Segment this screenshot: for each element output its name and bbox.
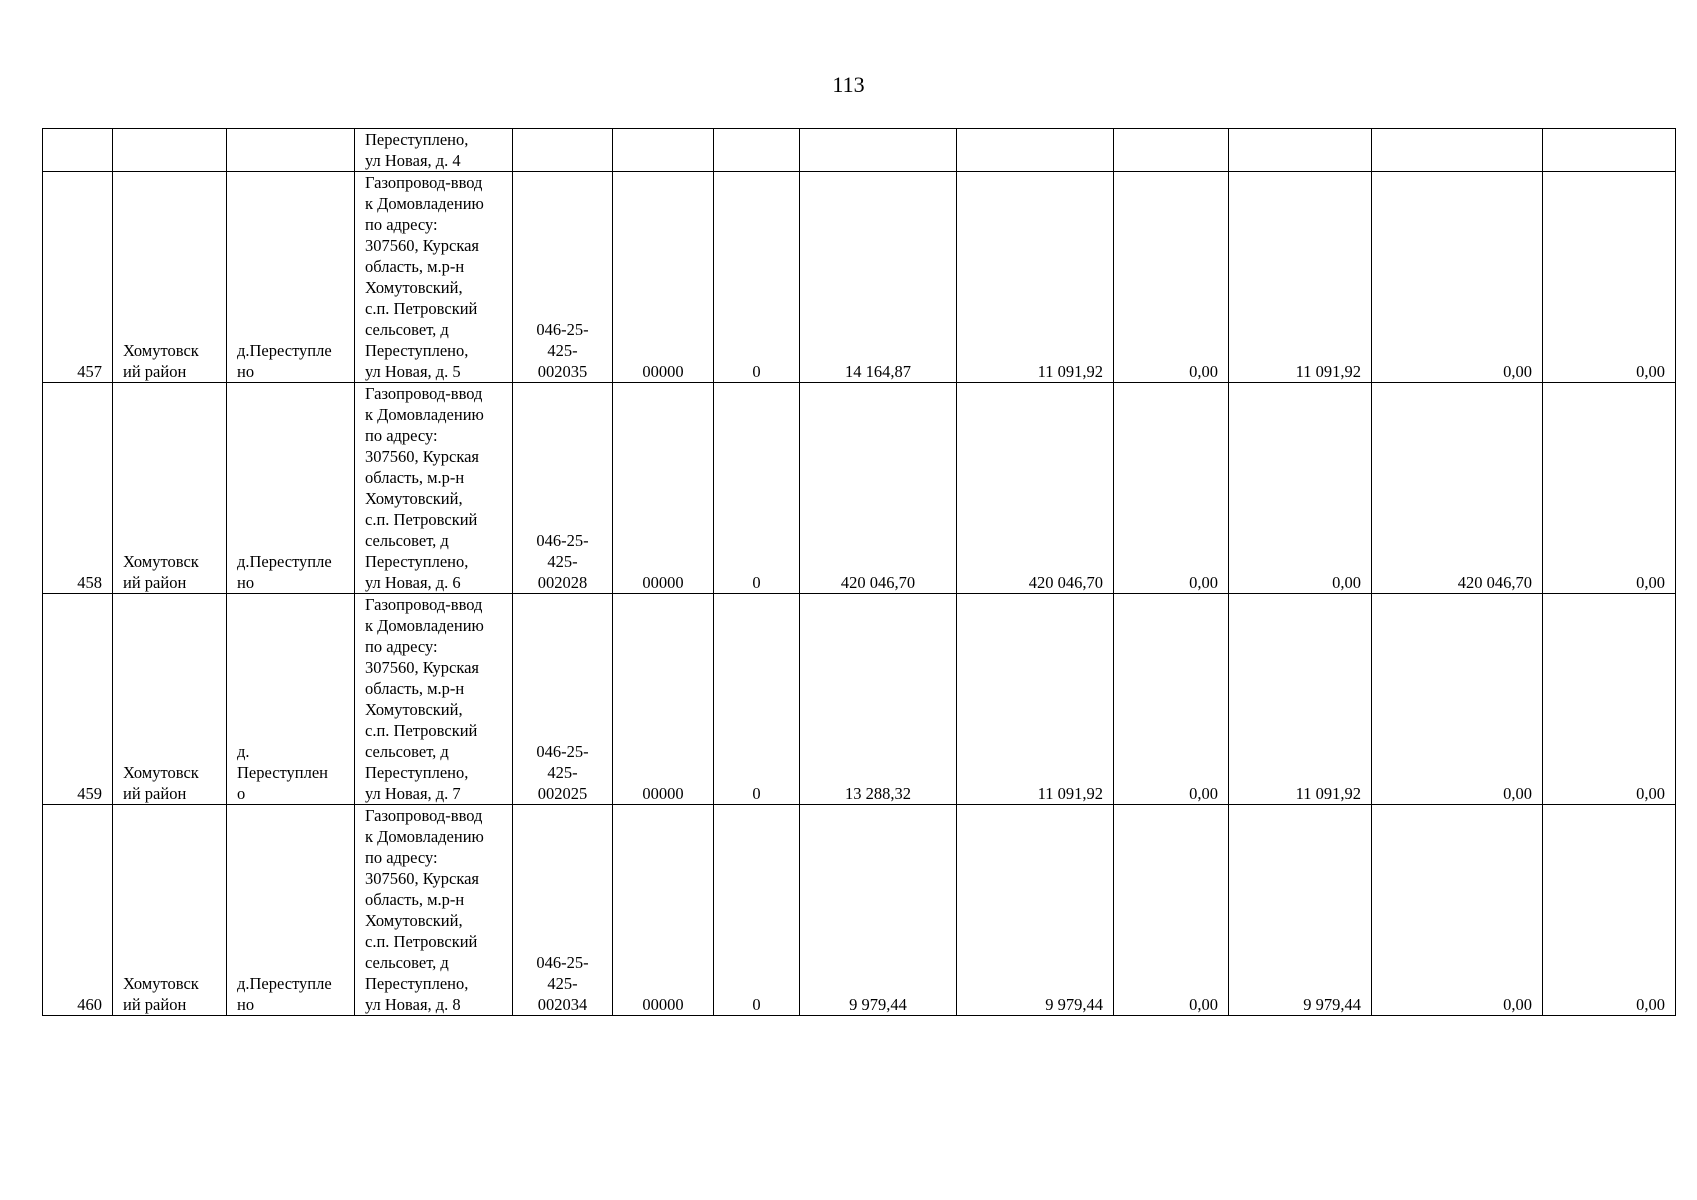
cell-amount-2: 11 091,92 <box>957 594 1114 805</box>
cell-district: Хомутовск ий район <box>113 805 227 1016</box>
table-row <box>43 172 1676 383</box>
cell-cadastre: 046-25- 425- 002035 <box>513 172 613 383</box>
cell-amount-5: 0,00 <box>1372 805 1543 1016</box>
cell-amount-1: 420 046,70 <box>800 383 957 594</box>
cell-district: Хомутовск ий район <box>113 594 227 805</box>
cell-address: Газопровод-ввод к Домовладению по адресу: 307560, Курская область, м.р-н Хомутовский, с.п. Петровский сельсовет, д Переступлено, ул Новая, д. 8 <box>355 805 513 1016</box>
cell-zero: 0 <box>714 383 800 594</box>
cell-settlement: д.Переступле но <box>227 383 355 594</box>
cell-amount-2: 11 091,92 <box>957 172 1114 383</box>
table-row <box>43 805 1676 1016</box>
cell-amount-1: 14 164,87 <box>800 172 957 383</box>
cell-cadastre: 046-25- 425- 002025 <box>513 594 613 805</box>
cell-amount-2: 9 979,44 <box>957 805 1114 1016</box>
cell-settlement: д.Переступле но <box>227 172 355 383</box>
cell-amount-5: 0,00 <box>1372 172 1543 383</box>
cell-amount-3: 0,00 <box>1114 172 1229 383</box>
cell-num <box>43 129 113 172</box>
cell-amount-5: 0,00 <box>1372 594 1543 805</box>
cell-amount-3: 0,00 <box>1114 383 1229 594</box>
cell-address: Газопровод-ввод к Домовладению по адресу: 307560, Курская область, м.р-н Хомутовский, с.п. Петровский сельсовет, д Переступлено, ул Новая, д. 5 <box>355 172 513 383</box>
cell-district: Хомутовск ий район <box>113 383 227 594</box>
cell-amount-6: 0,00 <box>1543 383 1676 594</box>
cell-cadastre <box>513 129 613 172</box>
cell-district <box>113 129 227 172</box>
cell-settlement: д.Переступле но <box>227 805 355 1016</box>
cell-num: 459 <box>43 594 113 805</box>
cell-amount-5: 420 046,70 <box>1372 383 1543 594</box>
cell-amount-5 <box>1372 129 1543 172</box>
cell-amount-2 <box>957 129 1114 172</box>
cell-amount-4 <box>1229 129 1372 172</box>
cell-address: Переступлено, ул Новая, д. 4 <box>355 129 513 172</box>
cell-settlement: д. Переступлен о <box>227 594 355 805</box>
cell-code: 00000 <box>613 172 714 383</box>
cell-code <box>613 129 714 172</box>
table-row <box>43 383 1676 594</box>
cell-cadastre: 046-25- 425- 002028 <box>513 383 613 594</box>
cell-zero: 0 <box>714 594 800 805</box>
cell-code: 00000 <box>613 805 714 1016</box>
cell-district: Хомутовск ий район <box>113 172 227 383</box>
cell-amount-1: 9 979,44 <box>800 805 957 1016</box>
cell-address: Газопровод-ввод к Домовладению по адресу: 307560, Курская область, м.р-н Хомутовский, с.п. Петровский сельсовет, д Переступлено, ул Новая, д. 6 <box>355 383 513 594</box>
cell-amount-1: 13 288,32 <box>800 594 957 805</box>
cell-amount-4: 11 091,92 <box>1229 594 1372 805</box>
cell-zero: 0 <box>714 172 800 383</box>
cell-amount-6: 0,00 <box>1543 172 1676 383</box>
cell-amount-1 <box>800 129 957 172</box>
cell-cadastre: 046-25- 425- 002034 <box>513 805 613 1016</box>
cell-amount-4: 0,00 <box>1229 383 1372 594</box>
cell-num: 458 <box>43 383 113 594</box>
cell-amount-3: 0,00 <box>1114 805 1229 1016</box>
cell-num: 457 <box>43 172 113 383</box>
cell-zero: 0 <box>714 805 800 1016</box>
cell-amount-6: 0,00 <box>1543 805 1676 1016</box>
cell-amount-3 <box>1114 129 1229 172</box>
cell-code: 00000 <box>613 594 714 805</box>
cell-amount-6: 0,00 <box>1543 594 1676 805</box>
cell-amount-6 <box>1543 129 1676 172</box>
cell-zero <box>714 129 800 172</box>
cell-code: 00000 <box>613 383 714 594</box>
table-row <box>43 594 1676 805</box>
cell-amount-2: 420 046,70 <box>957 383 1114 594</box>
table-row-continuation <box>43 129 1676 172</box>
cell-settlement <box>227 129 355 172</box>
cell-address: Газопровод-ввод к Домовладению по адресу: 307560, Курская область, м.р-н Хомутовский, с.п. Петровский сельсовет, д Переступлено, ул Новая, д. 7 <box>355 594 513 805</box>
page-number: 113 <box>832 72 865 97</box>
cell-amount-4: 11 091,92 <box>1229 172 1372 383</box>
cell-num: 460 <box>43 805 113 1016</box>
cell-amount-4: 9 979,44 <box>1229 805 1372 1016</box>
registry-table <box>42 128 1676 1016</box>
cell-amount-3: 0,00 <box>1114 594 1229 805</box>
